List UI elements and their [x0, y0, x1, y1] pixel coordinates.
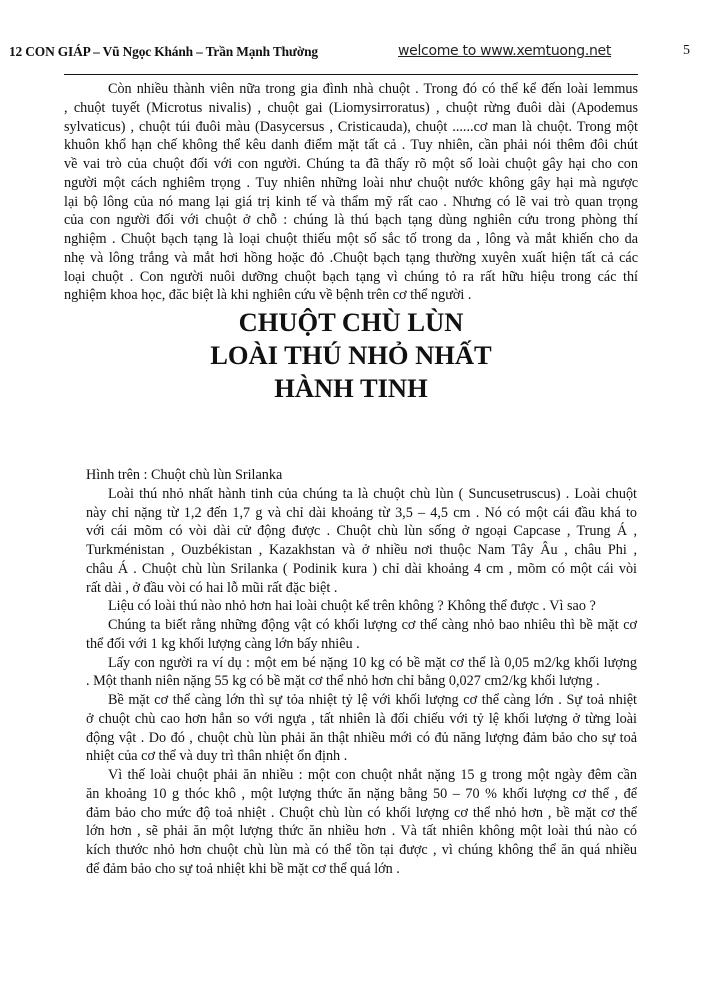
- text-line: Còn nhiều thành viên nữa trong gia đình nhà chuột . Trong đó có thể kể đến loài lemmus: [108, 81, 638, 97]
- text-line: nghiệm khoa học, đăc biệt là khi nghiên cứu về bệnh trên cơ thể người .: [64, 287, 472, 304]
- text-line: rất dài , ở đầu vòi có hai lỗ mũi rất đặc biệt .: [86, 579, 338, 596]
- text-line: kích thước nhỏ hơn chuột chù lùn mà có thể tồn tại được , vì chúng không thể ăn quá nhiều: [86, 842, 637, 858]
- text-line: Vì thế loài chuột phải ăn nhiều : một con chuột nhắt nặng 15 g trong một ngày đêm cần: [108, 767, 637, 783]
- text-line: ở chuột chù cao hơn hẳn so với ngựa , tất nhiên là đối chiếu với tỷ lệ khối lượng ở từng loài: [86, 710, 637, 727]
- text-line: động vật . Do đó , chuột chù lùn phải ăn thật nhiều mới có đủ năng lượng đảm bảo cho sự toả: [86, 729, 637, 746]
- text-line: của con người đối với chuột ở chỗ : chúng là thú bạch tạng dùng nghiên cứu trong phòng thí: [64, 212, 638, 229]
- text-line: nhiệt của cơ thể và duy trì thân nhiệt ổn định .: [86, 748, 348, 765]
- text-line: Loài thú nhỏ nhất hành tinh của chúng ta là chuột chù lùn ( Suncusetruscus) . Loài chuột: [108, 485, 637, 502]
- title-line: LOÀI THÚ NHỎ NHẤT: [210, 340, 492, 370]
- text-line: lớn hơn , sẽ phải ăn một lượng thức ăn nhiều hơn . Và tất nhiên không một loài thú nào có: [86, 823, 637, 840]
- text-line: đảm bảo cho mức độ toả nhiệt . Chuột chù lùn có khối lượng cơ thể nhỏ hơn , bề mặt cơ thể: [86, 804, 637, 821]
- text-line: này chỉ nặng từ 1,2 đến 1,7 g và chỉ dài khoảng từ 3,5 – 4,5 cm . Nó có một cái đầu khá to: [86, 504, 637, 521]
- website-link[interactable]: welcome to www.xemtuong.net: [398, 43, 612, 59]
- header-rule: [64, 74, 638, 75]
- article-body: [86, 466, 637, 879]
- text-line: . Một thanh niên nặng 55 kg có bề mặt cơ thể nhỏ hơn chỉ bằng 0,027 cm2/kg khối lượng .: [86, 673, 600, 690]
- text-line: người một cách nghiêm trọng . Tuy nhiên những loài như chuột nước không gây hại mà ngược: [64, 174, 638, 191]
- text-line: lại bộ lông của nó mang lại giá trị kinh tế và thẩm mỹ rất cao . Nhưng có lẽ vai trò quan trọng: [64, 193, 638, 210]
- text-line: để đảm bảo cho sự toả nhiệt khi bề mặt cơ thể quá lớn .: [86, 860, 400, 877]
- text-line: về vai trò của chuột đối với con người. Chúng ta đã thấy rõ một số loài chuột gây hại cho con: [64, 156, 638, 172]
- intro-paragraph: [64, 80, 638, 305]
- text-line: ăn khoảng 10 g thóc khô , một lượng thức ăn nặng bằng 50 – 70 % khối lượng cơ thể , để: [86, 785, 637, 802]
- section-title: [0, 306, 702, 405]
- text-line: với cái mõm có vòi dài cử động được . Chuột chù lùn sống ở ngoại Capcase , Trung Á ,: [86, 523, 637, 540]
- title-line: CHUỘT CHÙ LÙN: [238, 307, 464, 337]
- text-line: Liệu có loài thú nào nhỏ hơn hai loài chuột kể trên không ? Không thể được . Vì sao ?: [108, 598, 596, 615]
- book-title-authors: 12 CON GIÁP – Vũ Ngọc Khánh – Trần Mạnh Thường: [9, 44, 318, 59]
- text-line: Chúng ta biết rằng những động vật có khối lượng cơ thể càng nhỏ bao nhiêu thì bề mặt cơ: [108, 617, 637, 633]
- title-line: HÀNH TINH: [274, 373, 428, 403]
- text-line: châu Á . Chuột chù lùn Srilanka ( Podinik kura ) chỉ dài khoảng 4 cm , mõm có một cái vòi: [86, 560, 637, 577]
- text-line: Lấy con người ra ví dụ : một em bé nặng 10 kg có bề mặt cơ thể là 0,05 m2/kg khối lượng: [108, 654, 637, 671]
- text-line: nghiệm . Chuột bạch tạng là loại chuột thiếu một số sắc tố trong da , lông và mắt khiến cho da: [64, 231, 638, 247]
- text-line: nhẹ và lông trắng và mắt hơi hồng hoặc đỏ .Chuột bạch tạng thường xuyên xuất hiện tất cả các: [64, 249, 638, 266]
- text-line: sylvaticus) , chuột túi đuôi màu (Dasycersus , Cristicauda), chuột ......cơ man là chuột. Trong một: [64, 118, 638, 135]
- text-line: loại chuột . Con người nuôi dưỡng chuột bạch tạng vì chúng tỏ ra rất hữu hiệu trong các thí: [64, 268, 638, 285]
- figure-caption: Hình trên : Chuột chù lùn Srilanka: [86, 467, 283, 483]
- text-line: thể đối với 1 kg khối lượng càng lớn bấy nhiêu .: [86, 635, 360, 652]
- text-line: Bề mặt cơ thể càng lớn thì sự tỏa nhiệt tỷ lệ với khối lượng cơ thể càng lớn . Sự toả nhiệt: [108, 692, 637, 708]
- page-header: [0, 40, 702, 62]
- text-line: khuôn khổ hạn chế không thể kêu danh điểm mặt tất cả . Tuy nhiên, cần phải nói thêm đôi chút: [64, 137, 638, 154]
- page-number: 5: [683, 43, 690, 58]
- text-line: Turkménistan , Ouzbékistan , Kazakhstan và ở nhiều nơi thuộc Nam Tây Âu , châu Phi ,: [86, 542, 637, 558]
- text-line: , chuột tuyết (Microtus nivalis) , chuột gai (Liomysirroratus) , chuột rừng đuôi dài (Apodemus: [64, 99, 638, 116]
